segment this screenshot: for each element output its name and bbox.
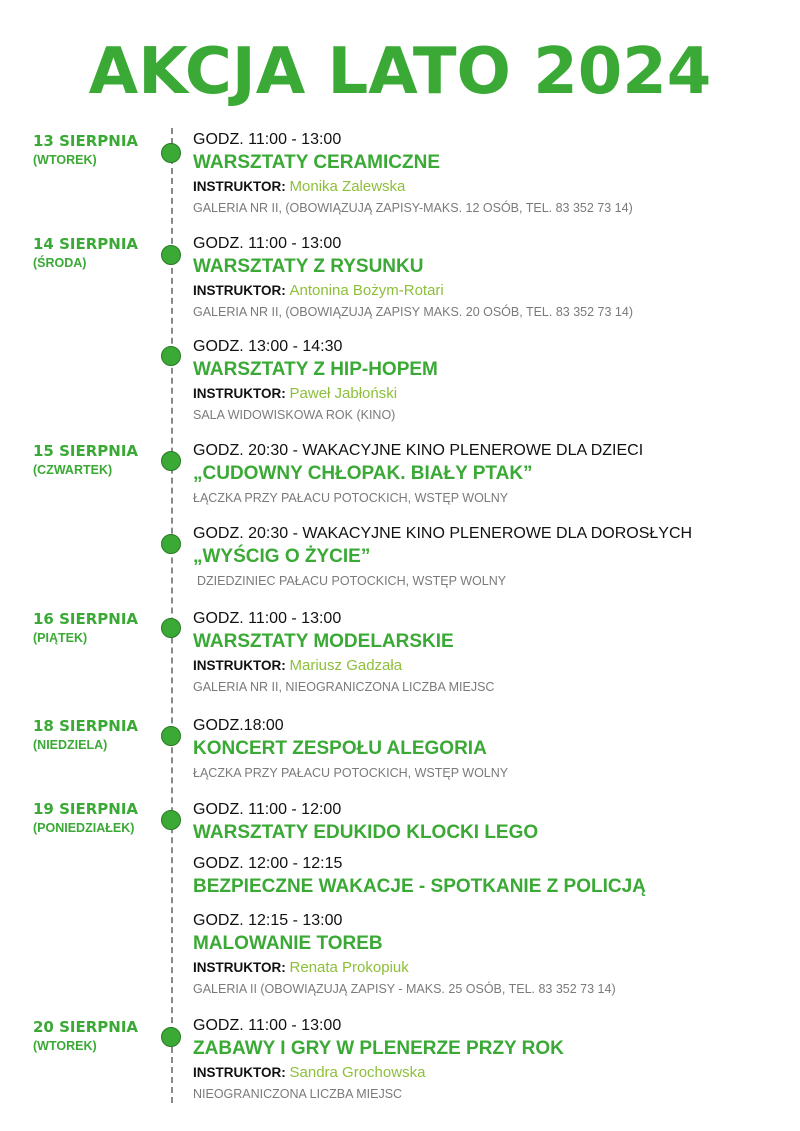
timeline-dot (161, 143, 181, 163)
event-name: KONCERT ZESPOŁU ALEGORIA (193, 738, 487, 759)
day-weekday: (WTOREK) (33, 1039, 97, 1053)
day-date: 18 SIERPNIA (33, 717, 139, 735)
event-block (193, 336, 783, 426)
event-block (193, 523, 783, 592)
event-name: WARSZTATY EDUKIDO KLOCKI LEGO (193, 822, 539, 843)
event-time: GODZ. 20:30 - WAKACYJNE KINO PLENEROWE DLA DZIECI (193, 442, 644, 459)
event-name: BEZPIECZNE WAKACJE - SPOTKANIE Z POLICJĄ (193, 876, 646, 897)
event-name: WARSZTATY Z RYSUNKU (193, 256, 424, 277)
day-weekday: (PIĄTEK) (33, 631, 88, 645)
day-label (33, 610, 158, 647)
event-time: GODZ. 11:00 - 13:00 (193, 1017, 342, 1034)
event-name: WARSZTATY CERAMICZNE (193, 152, 440, 173)
day-label (33, 800, 158, 837)
timeline-line (171, 128, 173, 1103)
day-date: 13 SIERPNIA (33, 132, 139, 150)
day-date: 16 SIERPNIA (33, 610, 139, 628)
event-time: GODZ. 12:15 - 13:00 (193, 912, 343, 929)
instructor-label: INSTRUKTOR: (193, 283, 286, 298)
event-name: ZABAWY I GRY W PLENERZE PRZY ROK (193, 1038, 564, 1059)
instructor-name: Paweł Jabłoński (289, 385, 398, 402)
event-place: GALERIA NR II, NIEOGRANICZONA LICZBA MIEJSC (193, 680, 495, 694)
event-block (193, 799, 783, 846)
event-name: „WYŚCIG O ŻYCIE” (193, 546, 371, 567)
day-label (33, 717, 158, 754)
event-instructor (193, 655, 783, 676)
timeline-dot (161, 451, 181, 471)
event-block (193, 1015, 783, 1105)
timeline-dot (161, 1027, 181, 1047)
event-block (193, 910, 783, 1000)
day-date: 15 SIERPNIA (33, 442, 139, 460)
page-title: AKCJA LATO 2024 (88, 35, 712, 109)
event-block (193, 129, 783, 219)
event-time: GODZ. 20:30 - WAKACYJNE KINO PLENEROWE DLA DOROSŁYCH (193, 525, 693, 542)
instructor-label: INSTRUKTOR: (193, 658, 286, 673)
event-time: GODZ. 11:00 - 13:00 (193, 235, 342, 252)
event-time: GODZ. 11:00 - 12:00 (193, 801, 342, 818)
day-label (33, 132, 158, 169)
timeline-dot (161, 245, 181, 265)
event-place: ŁĄCZKA PRZY PAŁACU POTOCKICH, WSTĘP WOLNY (193, 766, 509, 780)
event-place: GALERIA NR II, (OBOWIĄZUJĄ ZAPISY MAKS. 20 OSÓB, TEL. 83 352 73 14) (193, 305, 633, 319)
instructor-name: Renata Prokopiuk (289, 959, 409, 976)
event-instructor (193, 383, 783, 404)
event-time: GODZ. 11:00 - 13:00 (193, 131, 342, 148)
event-instructor (193, 280, 783, 301)
event-place: ŁĄCZKA PRZY PAŁACU POTOCKICH, WSTĘP WOLNY (193, 491, 509, 505)
day-date: 19 SIERPNIA (33, 800, 139, 818)
event-time: GODZ.18:00 (193, 717, 284, 734)
timeline-dot (161, 726, 181, 746)
day-label (33, 442, 158, 479)
event-time: GODZ. 12:00 - 12:15 (193, 855, 343, 872)
event-name: MALOWANIE TOREB (193, 933, 383, 954)
event-place: GALERIA NR II, (OBOWIĄZUJĄ ZAPISY-MAKS. 12 OSÓB, TEL. 83 352 73 14) (193, 201, 633, 215)
day-date: 20 SIERPNIA (33, 1018, 139, 1036)
day-weekday: (CZWARTEK) (33, 463, 113, 477)
day-weekday: (NIEDZIELA) (33, 738, 108, 752)
instructor-label: INSTRUKTOR: (193, 179, 286, 194)
event-time: GODZ. 11:00 - 13:00 (193, 610, 342, 627)
event-time: GODZ. 13:00 - 14:30 (193, 338, 343, 355)
day-weekday: (ŚRODA) (33, 256, 87, 270)
event-block (193, 440, 783, 509)
event-name: WARSZTATY MODELARSKIE (193, 631, 454, 652)
day-date: 14 SIERPNIA (33, 235, 139, 253)
timeline-dot (161, 534, 181, 554)
event-name: WARSZTATY Z HIP-HOPEM (193, 359, 438, 380)
instructor-label: INSTRUKTOR: (193, 1065, 286, 1080)
day-weekday: (WTOREK) (33, 153, 97, 167)
timeline-dot (161, 810, 181, 830)
event-place: NIEOGRANICZONA LICZBA MIEJSC (193, 1087, 403, 1101)
instructor-name: Antonina Bożym-Rotari (289, 282, 444, 299)
day-label (33, 1018, 158, 1055)
event-place: SALA WIDOWISKOWA ROK (KINO) (193, 408, 396, 422)
event-instructor (193, 957, 783, 978)
event-instructor (193, 176, 783, 197)
timeline-dot (161, 618, 181, 638)
instructor-label: INSTRUKTOR: (193, 960, 286, 975)
event-block (193, 715, 783, 784)
event-block (193, 608, 783, 698)
event-block (193, 233, 783, 323)
event-place: GALERIA II (OBOWIĄZUJĄ ZAPISY - MAKS. 25 OSÓB, TEL. 83 352 73 14) (193, 982, 616, 996)
day-label (33, 235, 158, 272)
instructor-name: Sandra Grochowska (289, 1064, 426, 1081)
timeline-dot (161, 346, 181, 366)
instructor-name: Mariusz Gadzała (289, 657, 403, 674)
instructor-name: Monika Zalewska (289, 178, 406, 195)
event-instructor (193, 1062, 783, 1083)
event-place: DZIEDZINIEC PAŁACU POTOCKICH, WSTĘP WOLNY (197, 574, 507, 588)
event-name: „CUDOWNY CHŁOPAK. BIAŁY PTAK” (193, 463, 533, 484)
day-weekday: (PONIEDZIAŁEK) (33, 821, 135, 835)
event-block (193, 853, 783, 900)
instructor-label: INSTRUKTOR: (193, 386, 286, 401)
